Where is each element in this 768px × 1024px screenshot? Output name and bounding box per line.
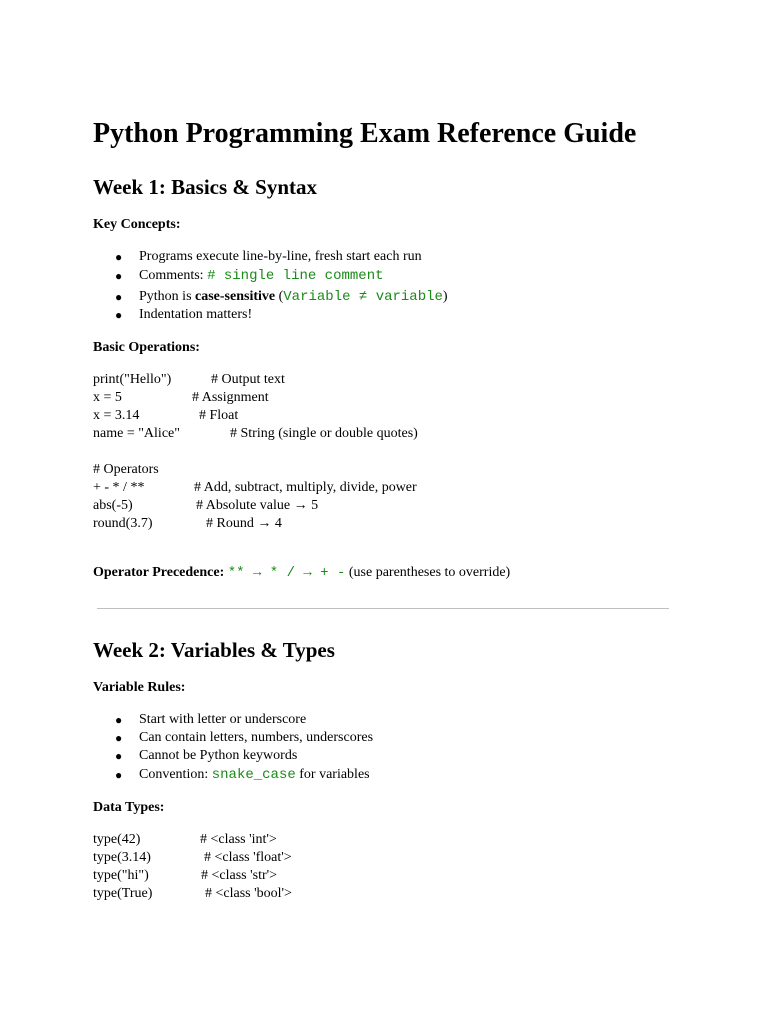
list-item: ● Convention: snake_case for variables (115, 767, 370, 783)
week1-heading: Week 1: Basics & Syntax (93, 175, 318, 199)
bullet-icon: ● (115, 308, 123, 322)
week2-heading: Week 2: Variables & Types (93, 638, 335, 662)
bullet-icon: ● (115, 290, 123, 304)
variable-rules-label: Variable Rules: (93, 680, 186, 695)
list-item: ● Python is case-sensitive (Variable ≠ variable) (115, 289, 448, 305)
list-item: ● Cannot be Python keywords (115, 748, 298, 763)
code-line: + - * / ** # Add, subtract, multiply, divide, power (93, 480, 417, 495)
basic-operations-code (93, 371, 673, 533)
list-item: ● Comments: # single line comment (115, 268, 384, 284)
code-line: round(3.7) # Round → 4 (93, 516, 282, 531)
key-concepts-label: Key Concepts: (93, 217, 181, 232)
bullet-icon: ● (115, 269, 123, 283)
basic-operations-label: Basic Operations: (93, 340, 200, 355)
list-item: ● Indentation matters! (115, 307, 253, 322)
bullet-icon: ● (115, 731, 123, 745)
section-divider (97, 608, 669, 609)
variable-rules-list (93, 711, 373, 784)
list-item: ● Start with letter or underscore (115, 712, 307, 727)
bullet-icon: ● (115, 250, 123, 264)
code-line: type(True) # <class 'bool'> (93, 886, 292, 901)
data-types-label: Data Types: (93, 800, 165, 815)
code-line: abs(-5) # Absolute value → 5 (93, 498, 319, 513)
code-line: type(3.14) # <class 'float'> (93, 850, 292, 865)
page-title: Python Programming Exam Reference Guide (93, 118, 637, 149)
list-item: ● Can contain letters, numbers, underscores (115, 730, 374, 745)
key-concepts-list (93, 248, 448, 324)
list-item: ● Programs execute line-by-line, fresh start each run (115, 249, 422, 264)
code-line: x = 3.14 # Float (93, 408, 239, 423)
bullet-icon: ● (115, 749, 123, 763)
code-line: print("Hello") # Output text (93, 372, 285, 387)
data-types-code (93, 831, 673, 903)
operator-precedence: Operator Precedence: ** → * / → + - (use parentheses to override) (93, 565, 511, 581)
code-line: type("hi") # <class 'str'> (93, 868, 278, 883)
bullet-icon: ● (115, 713, 123, 727)
inline-code: # single line comment (207, 268, 384, 284)
code-line: type(42) # <class 'int'> (93, 832, 277, 847)
code-line: # Operators (93, 462, 159, 477)
inline-code: ** → * / → + - (227, 565, 346, 581)
inline-code: snake_case (211, 767, 296, 783)
inline-code: Variable ≠ variable (283, 289, 443, 305)
bullet-icon: ● (115, 768, 123, 782)
code-line (93, 443, 673, 461)
code-line: x = 5 # Assignment (93, 390, 269, 405)
code-line: name = "Alice" # String (single or double quotes) (93, 426, 418, 441)
